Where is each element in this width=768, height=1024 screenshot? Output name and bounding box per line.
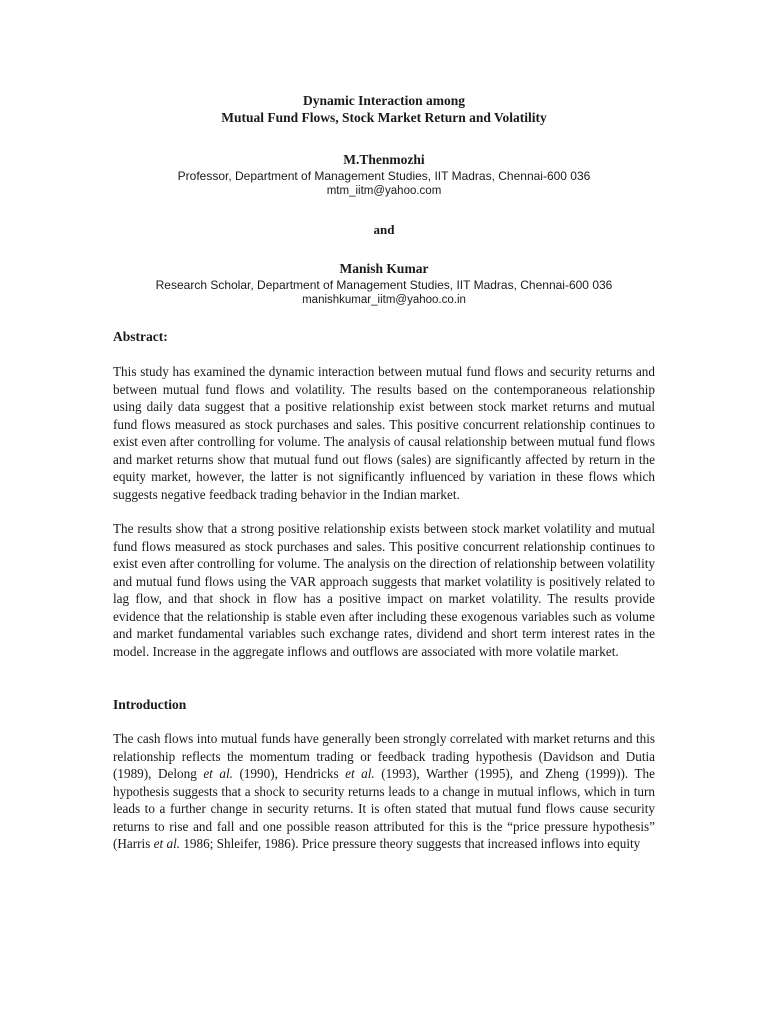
intro-etal-2: et al. (345, 766, 375, 781)
introduction-heading: Introduction (113, 697, 187, 712)
author-separator: and (373, 222, 395, 237)
abstract-paragraph-1: This study has examined the dynamic interaction between mutual fund flows and security returns and between mutual fund flows and volatility. The results based on the contemporaneous relationship using daily data suggest that a positive relationship exist between stock market returns and mutual fund flows measured as stock purchases and sales. This positive concurrent relationship continues to exist even after controlling for volume. The analysis of causal relationship between mutual fund flows and market returns show that mutual fund out flows (sales) are significantly affected by return in the equity market, however, the latter is not significantly influenced by variation in these flows which suggests negative feedback trading behavior in the Indian market. (113, 364, 655, 502)
abstract-paragraph-2: The results show that a strong positive relationship exists between stock market volatility and mutual fund flows measured as stock purchases and sales. This positive concurrent relationship continues to exist even after controlling for volume. The analysis on the direction of relationship between volatility and mutual fund flows using the VAR approach suggests that market volatility is positively related to lag flow, and that shock in flow has a positive impact on market volatility. The results provide evidence that the relationship is stable even after including these exogenous variables such as volume and market fundamental variables such exchange rates, dividend and short term interest rates in the model. Increase in the aggregate inflows and outflows are associated with more volatile market. (113, 521, 655, 659)
author-2-affiliation: Research Scholar, Department of Management Studies, IIT Madras, Chennai-600 036 (155, 278, 613, 292)
intro-etal-1: et al. (203, 766, 233, 781)
paper-title (113, 0, 655, 126)
intro-etal-3: et al. (153, 836, 181, 851)
abstract-heading: Abstract: (113, 329, 168, 344)
author-2-name: Manish Kumar (339, 261, 429, 276)
title-line-1: Dynamic Interaction among (303, 93, 465, 108)
title-line-2: Mutual Fund Flows, Stock Market Return and Volatility (221, 110, 547, 125)
title-block (113, 0, 655, 308)
author-1-email: mtm_iitm@yahoo.com (326, 185, 442, 197)
intro-text-d: 1986; Shleifer, 1986). Price pressure theory suggests that increased inflows into equity (180, 836, 641, 851)
author-1-affiliation: Professor, Department of Management Studies, IIT Madras, Chennai-600 036 (177, 169, 591, 183)
introduction-paragraph-1 (113, 730, 655, 853)
intro-text-c: (1993), Warther (1995), and Zheng (1999)). The hypothesis suggests that a shock to security returns leads to a change in mutual inflows, which in turn leads to a further change in security returns. It is often stated that mutual fund flows cause security returns to rise and fall and one possible reason attributed for this is the “price pressure hypothesis” (Harris (113, 766, 656, 851)
intro-text-a: The cash flows into mutual funds have generally been strongly correlated with market returns and this relationship reflects the momentum trading or feedback trading hypothesis (Davidson and Dutia (1989), Delong (113, 731, 655, 781)
author-1-name: M.Thenmozhi (343, 152, 425, 167)
intro-text-b: (1990), Hendricks (232, 766, 346, 781)
author-2-email: manishkumar_iitm@yahoo.co.in (302, 294, 466, 306)
